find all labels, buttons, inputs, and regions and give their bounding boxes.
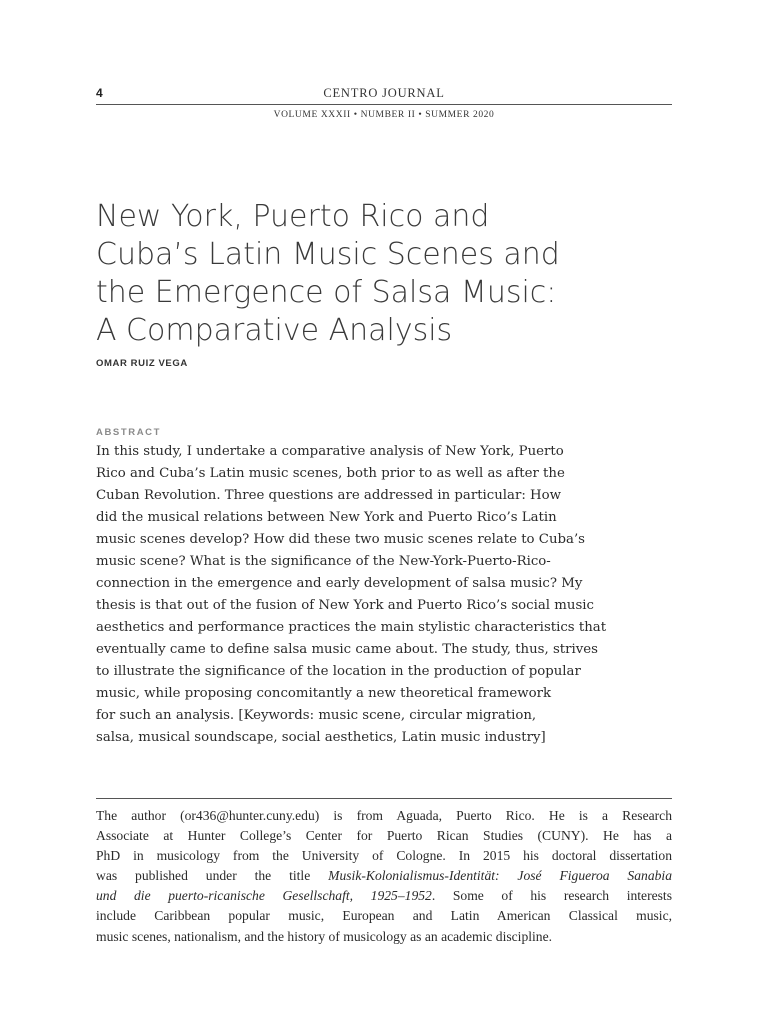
abstract-body [96, 441, 676, 749]
abstract-line: aesthetics and performance practices the main stylistic characteristics that [96, 620, 607, 635]
abstract-line: thesis is that out of the fusion of New York and Puerto Rico’s social music [96, 598, 594, 613]
article-title-line: New York, Puerto Rico and [96, 199, 490, 234]
abstract-line: In this study, I undertake a comparative analysis of New York, Puerto [96, 444, 564, 459]
issue-line: VOLUME XXXII • NUMBER II • SUMMER 2020 [273, 110, 495, 120]
dissertation-title: Musik-Kolonialismus-Identität: José Figueroa Sanabia [328, 868, 672, 884]
page-number: 4 [96, 86, 103, 100]
header-rule [96, 104, 672, 105]
footnote-line: PhD in musicology from the University of Cologne. In 2015 his doctoral dissertation [96, 848, 672, 864]
abstract-line: music, while proposing concomitantly a new theoretical framework [96, 686, 552, 701]
footnote-text: was published under the title [96, 868, 329, 884]
article-title-line: the Emergence of Salsa Music: [96, 275, 557, 310]
footnote-line: The author (or436@hunter.cuny.edu) is from Aguada, Puerto Rico. He is a Research [96, 808, 672, 823]
author-footnote [96, 806, 672, 947]
abstract-line: Cuban Revolution. Three questions are addressed in particular: How [96, 488, 562, 503]
article-title-line: Cuba’s Latin Music Scenes and [96, 237, 560, 272]
footnote-line: include Caribbean popular music, European and Latin American Classical music, [96, 908, 672, 924]
author-name: OMAR RUIZ VEGA [96, 358, 188, 369]
abstract-line: to illustrate the significance of the location in the production of popular [96, 664, 581, 679]
abstract-line: music scene? What is the significance of the New-York-Puerto-Rico- [96, 554, 551, 569]
dissertation-title-cont: und die puerto-ricanische Gesellschaft, 1925–1952 [96, 888, 432, 904]
article-title [96, 198, 616, 350]
footnote-line: music scenes, nationalism, and the history of musicology as an academic discipline. [96, 928, 553, 944]
footnote-rule [96, 798, 672, 799]
journal-name: CENTRO JOURNAL [323, 86, 445, 100]
abstract-line: eventually came to define salsa music came about. The study, thus, strives [96, 642, 598, 657]
abstract-line: connection in the emergence and early development of salsa music? My [96, 576, 583, 591]
abstract-line: salsa, musical soundscape, social aesthetics, Latin music industry] [96, 730, 546, 745]
abstract-line: for such an analysis. [Keywords: music scene, circular migration, [96, 708, 537, 723]
footnote-line [96, 886, 672, 906]
footnote-line: Associate at Hunter College’s Center for Puerto Rican Studies (CUNY). He has a [96, 828, 672, 844]
footnote-text: . Some of his research interests [431, 888, 672, 904]
footnote-line [96, 866, 672, 886]
article-title-line: A Comparative Analysis [96, 313, 453, 348]
abstract-line: music scenes develop? How did these two music scenes relate to Cuba’s [96, 532, 585, 547]
abstract-label: ABSTRACT [96, 427, 162, 438]
abstract-line: did the musical relations between New York and Puerto Rico’s Latin [96, 510, 557, 525]
abstract-line: Rico and Cuba’s Latin music scenes, both prior to as well as after the [96, 466, 565, 481]
